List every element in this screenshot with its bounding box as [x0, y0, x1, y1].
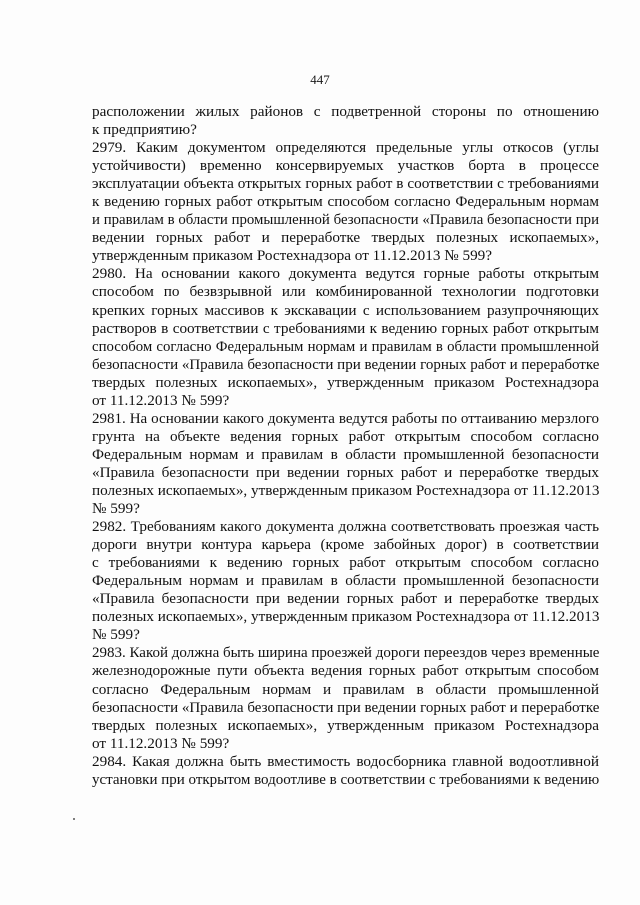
text-line: Федеральным нормам и правилам в области промышленной безопасности	[92, 572, 599, 590]
text-line: к ведению горных работ открытым способом согласно Федеральным нормам	[92, 193, 599, 211]
text-line: № 599?	[92, 626, 140, 644]
text-line: полезных ископаемых», утвержденным приказом Ростехнадзора от 11.12.2013	[92, 608, 600, 626]
text-line: расположении жилых районов с подветренной стороны по отношению	[92, 103, 599, 120]
text-line: твердых полезных ископаемых», утвержденным приказом Ростехнадзора	[92, 716, 599, 734]
text-line: крепких горных массивов к экскавации с использованием разупрочняющих	[92, 301, 599, 319]
text-line: и правилам в области промышленной безопасности «Правила безопасности при	[92, 212, 599, 229]
text-line: ведении горных работ и переработке твердых полезных ископаемых»,	[92, 229, 599, 247]
text-line: Федеральным нормам и правилам в области промышленной безопасности	[92, 445, 599, 463]
text-line: «Правила безопасности при ведении горных работ и переработке твердых	[92, 463, 599, 481]
page-number: 447	[310, 72, 330, 87]
text-line: 2982. Требованиям какого документа должна соответствовать проезжая часть	[92, 518, 599, 536]
text-line: твердых полезных ископаемых», утвержденным приказом Ростехнадзора	[92, 373, 599, 391]
text-line: безопасности «Правила безопасности при ведении горных работ и переработке	[92, 699, 600, 716]
text-line: растворов в соответствии с требованиями к ведению горных работ открытым	[92, 319, 599, 337]
text-line: № 599?	[92, 500, 140, 518]
text-line: способом согласно Федеральным нормам и правилам в области промышленной	[92, 338, 599, 355]
text-line: 2984. Какая должна быть вместимость водосборника главной водоотливной	[92, 752, 599, 770]
document-text-body	[92, 103, 599, 789]
text-line: к предприятию?	[92, 121, 197, 139]
text-line: «Правила безопасности при ведении горных работ и переработке твердых	[92, 590, 599, 608]
text-line: с требованиями к ведению горных работ открытым способом согласно	[92, 554, 599, 572]
text-line: способом по безвзрывной или комбинированной технологии подготовки	[92, 283, 599, 301]
text-line: эксплуатации объекта открытых горных работ в соответствии с требованиями	[92, 175, 599, 193]
text-line: от 11.12.2013 № 599?	[92, 734, 230, 752]
text-line: утвержденным приказом Ростехнадзора от 11.12.2013 № 599?	[92, 247, 493, 265]
text-line: полезных ископаемых», утвержденным приказом Ростехнадзора от 11.12.2013	[92, 481, 600, 499]
text-line: согласно Федеральным нормам и правилам в области промышленной	[92, 680, 599, 698]
text-line: железнодорожные пути объекта ведения горных работ открытым способом	[92, 662, 599, 680]
text-line: устойчивости) временно консервируемых участков борта в процессе	[92, 157, 599, 175]
text-line: безопасности «Правила безопасности при ведении горных работ и переработке	[92, 356, 600, 373]
text-line: дороги внутри контура карьера (кроме забойных дорог) в соответствии	[92, 536, 599, 554]
text-line: грунта на объекте ведения горных работ открытым способом согласно	[92, 427, 599, 445]
text-line: установки при открытом водоотливе в соответствии с требованиями к ведению	[92, 771, 600, 788]
text-line: от 11.12.2013 № 599?	[92, 391, 230, 409]
text-line: 2979. Каким документом определяются предельные углы откосов (углы	[92, 139, 599, 157]
text-line: 2980. На основании какого документа ведутся горные работы открытым	[92, 265, 599, 283]
text-line: 2983. Какой должна быть ширина проезжей дороги переездов через временные	[92, 645, 600, 662]
scan-speck-mark	[73, 818, 75, 820]
text-line: 2981. На основании какого документа ведутся работы по оттаиванию мерзлого	[92, 410, 599, 427]
